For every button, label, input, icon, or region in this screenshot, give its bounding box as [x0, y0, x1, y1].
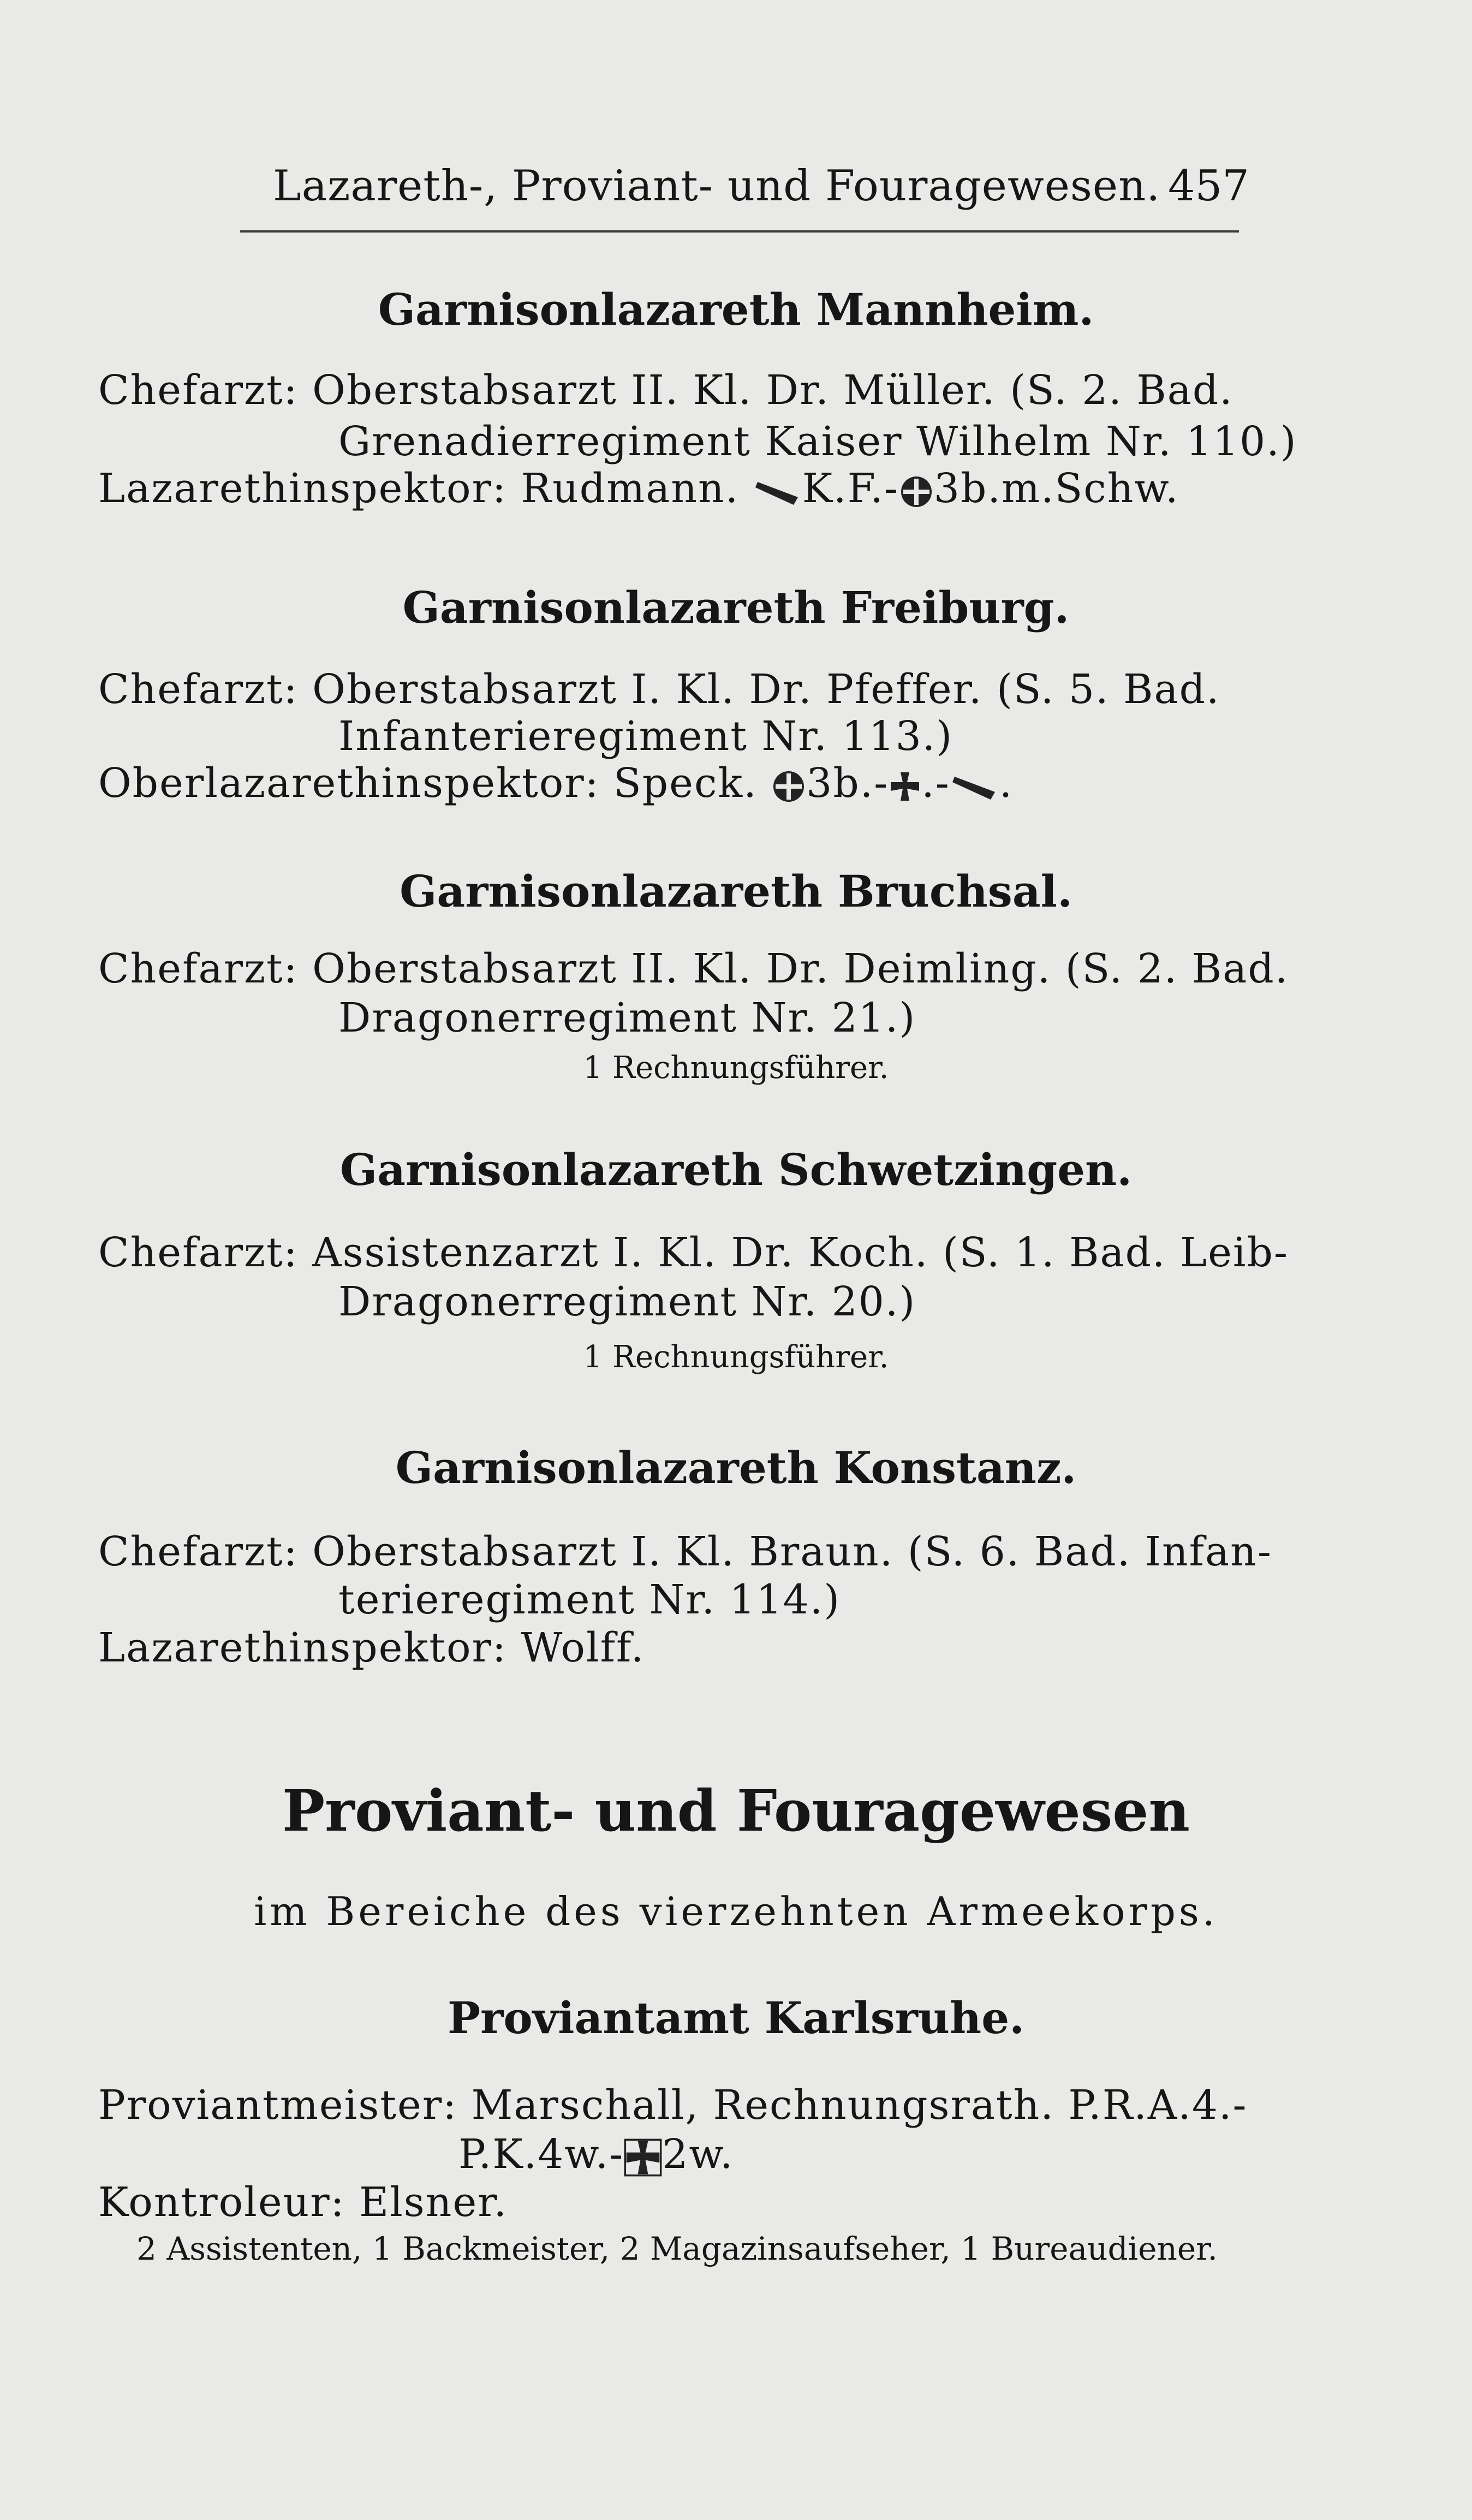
- mannheim-order-b: 3b.m.Schw.: [933, 465, 1179, 512]
- proviant-orders-b: 2w.: [662, 2131, 734, 2178]
- bruchsal-regiment-line: Dragonerregiment Nr. 21.): [338, 994, 916, 1041]
- konstanz-chief-line: Chefarzt: Oberstabsarzt I. Kl. Braun. (S. 6. Bad. Infan-: [98, 1528, 1272, 1575]
- freiburg-regiment-line: Infanterieregiment Nr. 113.): [338, 713, 953, 760]
- section-subtitle-proviant: im Bereiche des vierzehnten Armeekorps.: [254, 1888, 1218, 1934]
- section-title-proviant: Proviant- und Fouragewesen: [282, 1777, 1190, 1844]
- konstanz-regiment-line: terieregiment Nr. 114.): [338, 1576, 841, 1623]
- running-title: Lazareth-, Proviant- und Fouragewesen.: [273, 162, 1161, 211]
- mannheim-inspector-line: [98, 465, 1179, 512]
- proviant-controller-line: Kontroleur: Elsner.: [98, 2179, 508, 2226]
- zaehringer-lion-order-icon: [899, 474, 934, 509]
- heading-bruchsal: Garnisonlazareth Bruchsal.: [400, 866, 1072, 917]
- running-head: [0, 162, 1472, 227]
- mannheim-inspector-text: Lazarethinspektor: Rudmann.: [98, 465, 740, 512]
- zaehringer-lion-order-icon: [771, 769, 806, 804]
- freiburg-order-b: .-: [921, 760, 950, 807]
- freiburg-order-a: 3b.-: [806, 760, 889, 807]
- heading-schwetzingen: Garnisonlazareth Schwetzingen.: [339, 1144, 1133, 1195]
- service-badge-icon: [950, 770, 999, 803]
- proviant-master-line: Proviantmeister: Marschall, Rechnungsrath. P.R.A.4.-: [98, 2082, 1248, 2129]
- page-number: 457: [1168, 162, 1249, 211]
- heading-konstanz: Garnisonlazareth Konstanz.: [395, 1442, 1077, 1493]
- mannheim-order-a: K.F.-: [802, 465, 899, 512]
- iron-cross-icon: [889, 770, 921, 803]
- freiburg-inspector-text: Oberlazarethinspektor: Speck.: [98, 760, 758, 807]
- heading-freiburg: Garnisonlazareth Freiburg.: [402, 582, 1070, 633]
- service-badge-icon: [753, 475, 802, 508]
- bruchsal-chief-line: Chefarzt: Oberstabsarzt II. Kl. Dr. Deimling. (S. 2. Bad.: [98, 945, 1289, 992]
- bruchsal-note: 1 Rechnungsführer.: [583, 1050, 889, 1086]
- heading-mannheim: Garnisonlazareth Mannheim.: [378, 284, 1094, 335]
- mannheim-chief-line: Chefarzt: Oberstabsarzt II. Kl. Dr. Müller. (S. 2. Bad.: [98, 367, 1233, 414]
- mannheim-regiment-line: Grenadierregiment Kaiser Wilhelm Nr. 110.): [338, 418, 1297, 465]
- heading-proviantamt-karlsruhe: Proviantamt Karlsruhe.: [448, 1992, 1024, 2044]
- freiburg-inspector-line: Oberlazarethinspektor: Speck. 3b.- .- .: [98, 760, 1014, 807]
- schwetzingen-note: 1 Rechnungsführer.: [583, 1339, 889, 1375]
- header-rule: [240, 230, 1239, 233]
- proviant-orders-a: P.K.4w.-: [458, 2131, 624, 2178]
- proviant-orders-line: [458, 2131, 734, 2178]
- konstanz-inspector-line: Lazarethinspektor: Wolff.: [98, 1624, 645, 1671]
- proviant-staff-line: 2 Assistenten, 1 Backmeister, 2 Magazinsaufseher, 1 Bureaudiener.: [136, 2230, 1218, 2267]
- schwetzingen-chief-line: Chefarzt: Assistenzarzt I. Kl. Dr. Koch. (S. 1. Bad. Leib-: [98, 1229, 1289, 1276]
- schwetzingen-regiment-line: Dragonerregiment Nr. 20.): [338, 1278, 916, 1325]
- freiburg-chief-line: Chefarzt: Oberstabsarzt I. Kl. Dr. Pfeffer. (S. 5. Bad.: [98, 666, 1220, 713]
- iron-cross-icon: [624, 2138, 662, 2177]
